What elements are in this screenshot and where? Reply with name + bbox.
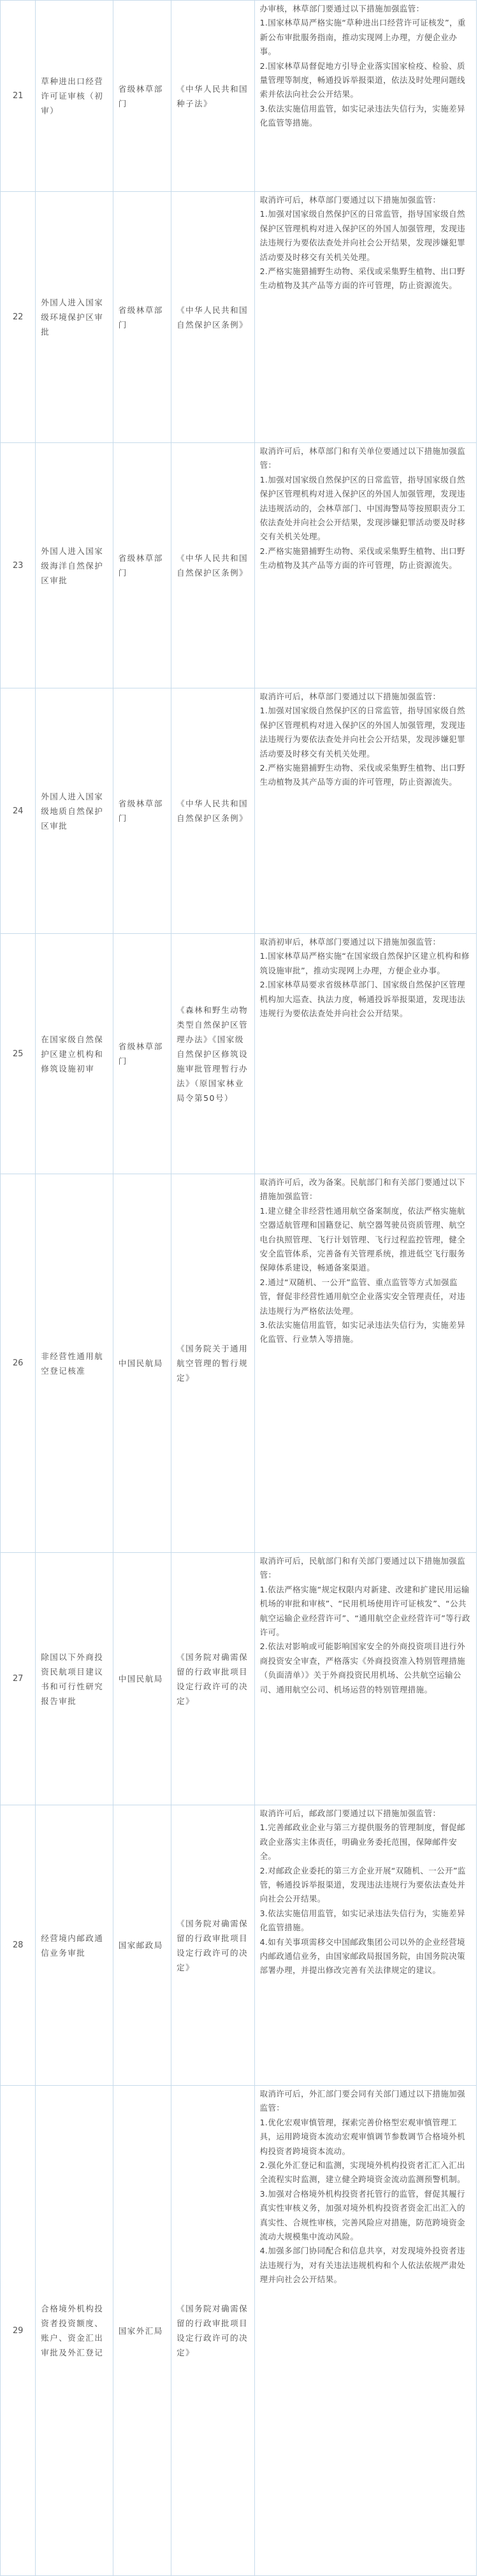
row-number: 24 <box>1 688 36 934</box>
measure-paragraph: 取消许可后，林草部门要通过以下措施加强监管： <box>259 692 441 701</box>
table-row <box>1 2086 477 2576</box>
approving-department: 省级林草部门 <box>113 688 171 934</box>
table-row <box>1 688 477 934</box>
row-number: 27 <box>1 1553 36 1805</box>
item-name: 在国家级自然保护区建立机构和修筑设施初审 <box>36 934 113 1174</box>
measure-paragraph: 取消许可后，林草部门要通过以下措施加强监管： <box>259 195 441 205</box>
approving-department: 省级林草部门 <box>113 192 171 443</box>
table-row <box>1 1 477 192</box>
row-number: 28 <box>1 1805 36 2086</box>
legal-basis: 《中华人民共和国自然保护区条例》 <box>171 443 255 688</box>
measure-paragraph: 取消许可后，外汇部门要会同有关部门通过以下措施加强监管： <box>259 2089 466 2113</box>
approving-department: 中国民航局 <box>113 1553 171 1805</box>
measure-paragraph: 3.加强对合格境外机构投资者托管行的监管，督促其履行真实性审核义务，加强对境外机构投资者资金汇出汇入的真实性、合规性审核，完善风险应对措施，防范跨境资金流动大规模集中流动风险。 <box>259 2188 466 2242</box>
measure-paragraph: 1.优化宏观审慎管理，探索完善价格型宏观审慎管理工具，运用跨境资本流动宏观审慎调节参数调节合格境外机构投资者跨境资本流动。 <box>259 2117 466 2156</box>
measure-paragraph: 3.依法实施信用监管，如实记录违法失信行为，实施差异化监管、行业禁入等措施。 <box>259 1320 465 1344</box>
item-name: 非经营性通用航空登记核准 <box>36 1174 113 1553</box>
supervision-measures <box>254 192 476 443</box>
row-number: 23 <box>1 443 36 688</box>
supervision-measures <box>254 1 476 192</box>
row-number: 25 <box>1 934 36 1174</box>
approving-department: 省级林草部门 <box>113 934 171 1174</box>
legal-basis: 《国务院对确需保留的行政审批项目设定行政许可的决定》 <box>171 1553 255 1805</box>
table-row <box>1 1805 477 2086</box>
measure-paragraph: 3.依法实施信用监管，如实记录违法失信行为，实施差异化监管等措施。 <box>259 103 465 128</box>
row-number: 29 <box>1 2086 36 2576</box>
approving-department: 省级林草部门 <box>113 1 171 192</box>
measure-paragraph: 取消许可后，林草部门和有关单位要通过以下措施加强监管： <box>259 446 466 470</box>
legal-basis: 《国务院对确需保留的行政审批项目设定行政许可的决定》 <box>171 2086 255 2576</box>
legal-basis: 《中华人民共和国自然保护区条例》 <box>171 192 255 443</box>
item-name: 经营境内邮政通信业务审批 <box>36 1805 113 2086</box>
measure-paragraph: 1.加强对国家级自然保护区的日常监管，指导国家级自然保护区管理机构对进入保护区的外国人加强管理，发现违法违规活动的，会林草部门、中国海警局等按照职责分工依法查处并向社会公开结果，发现涉嫌犯罪活动要及时移交有关机关处理。 <box>259 474 466 542</box>
measure-paragraph: 2.强化外汇登记和监测，实现境外机构投资者汇汇入汇出全流程实时监测，建立健全跨境资金流动监测预警机制。 <box>259 2160 466 2185</box>
item-name: 外国人进入国家级海洋自然保护区审批 <box>36 443 113 688</box>
table-row <box>1 443 477 688</box>
approving-department: 中国民航局 <box>113 1174 171 1553</box>
supervision-measures <box>254 688 476 934</box>
item-name: 合格境外机构投资者投资额度、账户、资金汇出审批及外汇登记 <box>36 2086 113 2576</box>
row-number: 21 <box>1 1 36 192</box>
row-number: 22 <box>1 192 36 443</box>
approving-department: 国家外汇局 <box>113 2086 171 2576</box>
measure-paragraph: 1.国家林草局严格实施“草种进出口经营许可证核发”，重新公布审批服务指南，推动实现网上办理，方便企业办事。 <box>259 18 466 57</box>
measure-paragraph: 取消许可后，邮政部门要通过以下措施加强监管： <box>259 1808 441 1818</box>
measure-paragraph: 4.加强多部门协同配合和信息共享，对发现境外投资者违法违规行为，对有关违法违规机构和个人依法依规严肃处理并向社会公开结果。 <box>259 2246 466 2285</box>
measure-paragraph: 取消许可后，民航部门和有关部门要通过以下措施加强监管： <box>259 1556 466 1580</box>
measure-paragraph: 1.国家林草局严格实施“在国家级自然保护区建立机构和修筑设施审批”，推动实现网上办理，方便企业办事。 <box>259 951 470 975</box>
measure-paragraph: 2.对邮政企业委托的第三方企业开展“双随机、一公开”监管，畅通投诉举报渠道，发现违法违规行为要依法查处并向社会公开结果。 <box>259 1865 466 1904</box>
measure-paragraph: 2.严格实施猎捕野生动物、采伐或采集野生植物、出口野生动植物及其产品等方面的许可管理，防止资源流失。 <box>259 546 465 571</box>
measure-paragraph: 1.依法严格实施“规定权限内对新建、改建和扩建民用运输机场的审批和审核”、“民用机场使用许可证核发”、“公共航空运输企业经营许可”、“通用航空企业经营许可”等行政许可。 <box>259 1584 470 1638</box>
legal-basis: 《森林和野生动物类型自然保护区管理办法》《国家级自然保护区修筑设施审批管理暂行办法》（原国家林业局令第50号） <box>171 934 255 1174</box>
item-name: 除国以下外商投资民航项目建议书和可行性研究报告审批 <box>36 1553 113 1805</box>
measure-paragraph: 取消许可后，改为备案。民航部门和有关部门要通过以下措施加强监管： <box>259 1177 466 1202</box>
measure-paragraph: 2.国家林草局督促地方引导企业落实国家检疫、检验、质量管理等制度，畅通投诉举报渠道，依法及时处理问题线索并依法向社会公开结果。 <box>259 61 466 99</box>
supervision-measures <box>254 1805 476 2086</box>
legal-basis: 《国务院关于通用航空管理的暂行规定》 <box>171 1174 255 1553</box>
measure-paragraph: 3.依法实施信用监管，如实记录违法失信行为，实施差异化监管措施。 <box>259 1908 465 1933</box>
measure-paragraph: 办审核，林草部门要通过以下措施加强监管： <box>259 4 424 13</box>
measure-paragraph: 2.严格实施猎捕野生动物、采伐或采集野生植物、出口野生动植物及其产品等方面的许可管理，防止资源流失。 <box>259 266 465 291</box>
table-row <box>1 1174 477 1553</box>
table-row <box>1 934 477 1174</box>
measure-paragraph: 取消初审后，林草部门要通过以下措施加强监管： <box>259 937 441 947</box>
measure-paragraph: 2.依法对影响或可能影响国家安全的外商投资项目进行外商投资安全审查，严格落实《外商投资准入特别管理措施（负面清单）》关于外商投资民用机场、公共航空运输公司、通用航空公司、机场运营的特别管理措施。 <box>259 1641 466 1694</box>
measure-paragraph: 1.建立健全非经营性通用航空备案制度，依法严格实施航空器适航管理和国籍登记、航空器驾驶员资质管理、航空电台执照管理、飞行计划管理、飞行过程监控管理，健全安全监管体系，完善备有关管理系统，推进低空飞行服务保障体系建设，畅通备案渠道。 <box>259 1205 466 1273</box>
item-name: 外国人进入国家级环境保护区审批 <box>36 192 113 443</box>
supervision-measures <box>254 934 476 1174</box>
supervision-measures <box>254 1174 476 1553</box>
measure-paragraph: 2.通过“双随机、一公开”监管、重点监管等方式加强监管，督促非经营性通用航空企业落实安全管理责任，对违法违规行为严格依法处理。 <box>259 1277 466 1316</box>
legal-basis: 《国务院对确需保留的行政审批项目设定行政许可的决定》 <box>171 1805 255 2086</box>
item-name: 外国人进入国家级地质自然保护区审批 <box>36 688 113 934</box>
measure-paragraph: 1.完善邮政业企业与第三方提供服务的管理制度，督促邮政企业落实主体责任，明确业务委托范围，保障邮件安全。 <box>259 1823 465 1861</box>
row-number: 26 <box>1 1174 36 1553</box>
approving-department: 国家邮政局 <box>113 1805 171 2086</box>
supervision-measures <box>254 443 476 688</box>
measure-paragraph: 1.加强对国家级自然保护区的日常监管，指导国家级自然保护区管理机构对进入保护区的外国人加强管理，发现违法违规行为要依法查处并向社会公开结果，发现涉嫌犯罪活动要及时移交有关机关处理。 <box>259 706 466 759</box>
item-name: 草种进出口经营许可证审核（初审） <box>36 1 113 192</box>
measure-paragraph: 4.如有关事项需移交中国邮政集团公司以外的企业经营境内邮政通信业务，由国家邮政局报国务院，由国务院决策部署办理，并提出修改完善有关法律规定的建议。 <box>259 1937 466 1976</box>
measure-paragraph: 1.加强对国家级自然保护区的日常监管，指导国家级自然保护区管理机构对进入保护区的外国人加强管理，发现违法违规行为要依法查处并向社会公开结果，发现涉嫌犯罪活动要及时移交有关机关处理。 <box>259 209 466 262</box>
supervision-measures <box>254 2086 476 2576</box>
approving-department: 省级林草部门 <box>113 443 171 688</box>
legal-basis: 《中华人民共和国种子法》 <box>171 1 255 192</box>
legal-basis: 《中华人民共和国自然保护区条例》 <box>171 688 255 934</box>
measure-paragraph: 2.严格实施猎捕野生动物、采伐或采集野生植物、出口野生动植物及其产品等方面的许可管理，防止资源流失。 <box>259 763 465 787</box>
supervision-measures <box>254 1553 476 1805</box>
table-row <box>1 192 477 443</box>
measure-paragraph: 2.国家林草局要求省级林草部门、国家级自然保护区管理机构加大巡查、执法力度，畅通投诉举报渠道，发现违法违规行为要依法查处并向社会公开结果。 <box>259 980 466 1019</box>
table-row <box>1 1553 477 1805</box>
